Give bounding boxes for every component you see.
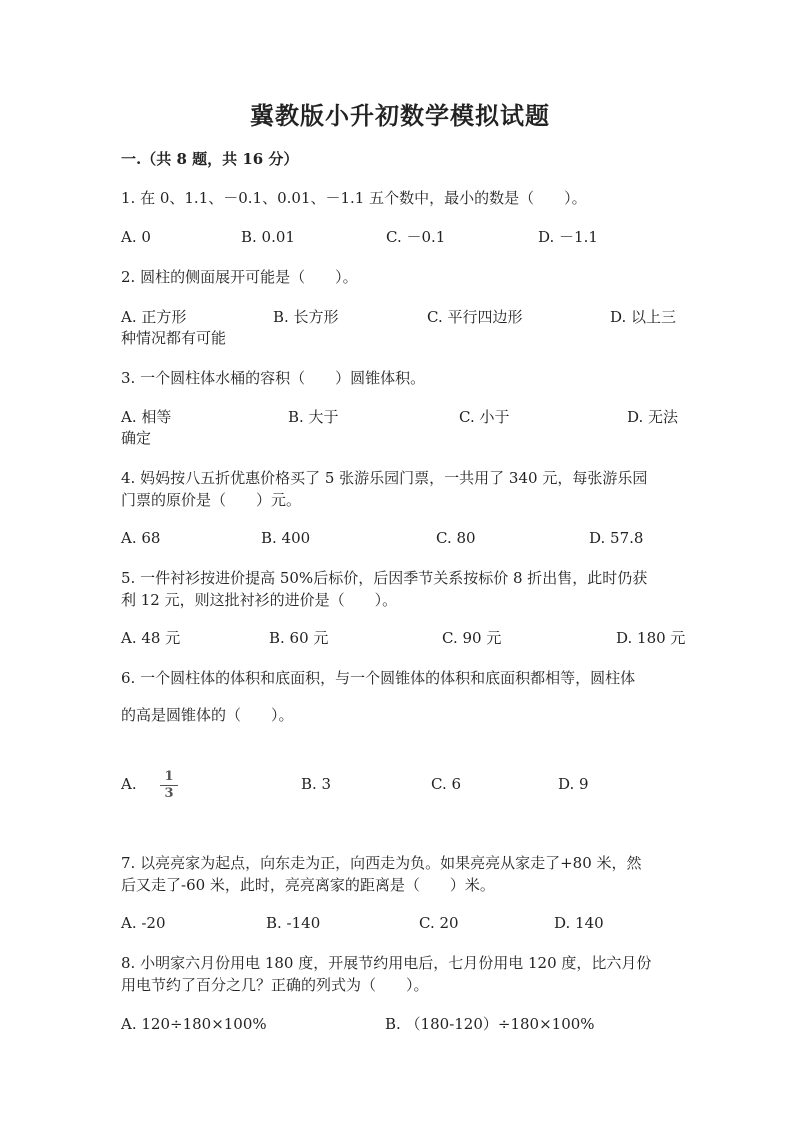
question-5-stem-line-2: 利 12 元，则这批衬衫的进价是（ ）。 [121, 591, 398, 609]
question-3-option-a[interactable]: A. 相等 [121, 408, 172, 426]
question-6-option-a-fraction[interactable] [160, 770, 178, 801]
question-8-stem-line-1: 8. 小明家六月份用电 180 度，开展节约用电后，七月份用电 120 度，比六月份 [121, 954, 652, 972]
question-7-stem-line-1: 7. 以亮亮家为起点，向东走为正，向西走为负。如果亮亮从家走了+80 米，然 [121, 854, 642, 872]
page-title: 冀教版小升初数学模拟试题 [250, 101, 550, 130]
question-6-stem-line-2: 的高是圆锥体的（ ）。 [121, 706, 294, 724]
question-7-stem-line-2: 后又走了-60 米，此时，亮亮离家的距离是（ ）米。 [121, 876, 495, 894]
question-1-stem: 1. 在 0、1.1、－0.1、0.01、－1.1 五个数中，最小的数是（ ）。 [121, 189, 587, 207]
question-2-option-d-continuation: 种情况都有可能 [121, 329, 227, 347]
question-4-option-b[interactable]: B. 400 [261, 529, 311, 547]
question-1-option-d[interactable]: D. －1.1 [538, 228, 598, 246]
section-heading: 一.（共 8 题，共 16 分） [121, 150, 299, 168]
question-6-stem-line-1: 6. 一个圆柱体的体积和底面积，与一个圆锥体的体积和底面积都相等，圆柱体 [121, 669, 636, 687]
question-4-option-c[interactable]: C. 80 [436, 529, 476, 547]
question-3-stem: 3. 一个圆柱体水桶的容积（ ）圆锥体积。 [121, 369, 426, 387]
question-5-stem-line-1: 5. 一件衬衫按进价提高 50%后标价，后因季节关系按标价 8 折出售，此时仍获 [121, 569, 648, 587]
question-1-option-b[interactable]: B. 0.01 [241, 228, 295, 246]
question-2-option-d[interactable]: D. 以上三 [610, 308, 677, 326]
question-7-option-a[interactable]: A. -20 [121, 914, 166, 932]
question-6-option-d[interactable]: D. 9 [558, 775, 589, 793]
question-1-options [121, 225, 681, 249]
question-2-option-c[interactable]: C. 平行四边形 [427, 308, 523, 326]
question-4-stem-line-2: 门票的原价是（ ）元。 [121, 491, 302, 509]
question-6-option-c[interactable]: C. 6 [431, 775, 462, 793]
question-3-options [121, 405, 681, 429]
question-4-option-d[interactable]: D. 57.8 [589, 529, 644, 547]
question-7-option-c[interactable]: C. 20 [419, 914, 459, 932]
question-5-option-b[interactable]: B. 60 元 [269, 629, 329, 647]
question-8-option-b[interactable]: B. （180-120）÷180×100% [385, 1015, 595, 1033]
question-8-options [121, 1012, 681, 1036]
question-5-option-a[interactable]: A. 48 元 [121, 629, 181, 647]
question-5-option-d[interactable]: D. 180 元 [616, 629, 686, 647]
question-5-option-c[interactable]: C. 90 元 [442, 629, 502, 647]
question-3-option-c[interactable]: C. 小于 [459, 408, 510, 426]
question-4-option-a[interactable]: A. 68 [121, 529, 161, 547]
question-3-option-d-continuation: 确定 [121, 429, 152, 447]
question-6-options [121, 772, 681, 796]
question-8-stem-line-2: 用电节约了百分之几？正确的列式为（ ）。 [121, 976, 429, 994]
question-7-option-b[interactable]: B. -140 [266, 914, 321, 932]
question-1-option-c[interactable]: C. －0.1 [386, 228, 446, 246]
question-3-option-b[interactable]: B. 大于 [288, 408, 339, 426]
question-3-option-d[interactable]: D. 无法 [627, 408, 679, 426]
question-7-options [121, 911, 681, 935]
question-2-option-a[interactable]: A. 正方形 [121, 308, 187, 326]
question-6-option-b[interactable]: B. 3 [301, 775, 332, 793]
question-2-stem: 2. 圆柱的侧面展开可能是（ ）。 [121, 268, 358, 286]
question-7-option-d[interactable]: D. 140 [554, 914, 604, 932]
question-4-options [121, 526, 681, 550]
fraction-numerator: 1 [164, 769, 174, 784]
question-6-option-a-label[interactable]: A. [121, 775, 137, 793]
question-1-option-a[interactable]: A. 0 [121, 228, 151, 246]
question-2-option-b[interactable]: B. 长方形 [273, 308, 339, 326]
fraction-denominator: 3 [164, 786, 174, 801]
question-5-options [121, 626, 686, 650]
question-8-option-a[interactable]: A. 120÷180×100% [121, 1015, 267, 1033]
question-4-stem-line-1: 4. 妈妈按八五折优惠价格买了 5 张游乐园门票，一共用了 340 元，每张游乐园 [121, 469, 648, 487]
